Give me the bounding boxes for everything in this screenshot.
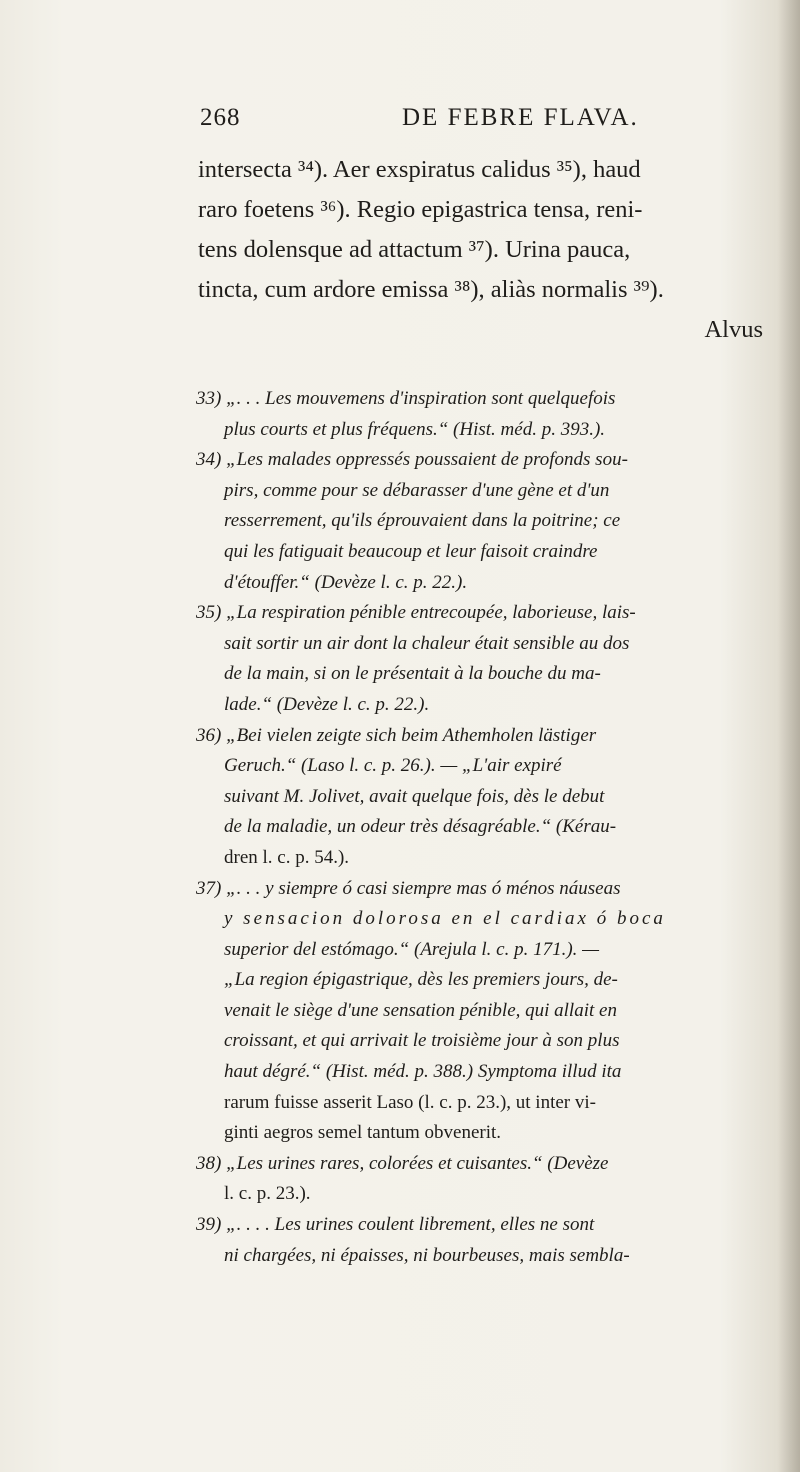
footnote-line: Geruch.“ (Laso l. c. p. 26.). — „L'air expiré bbox=[224, 755, 562, 777]
footnote-line: lade.“ (Devèze l. c. p. 22.). bbox=[224, 693, 430, 715]
footnote-33 bbox=[196, 384, 766, 445]
footnote-line: 34) „Les malades oppressés poussaient de profonds sou- bbox=[196, 449, 628, 471]
footnote-line: 35) „La respiration pénible entrecoupée, laborieuse, lais- bbox=[196, 602, 636, 624]
footnote-line: ginti aegros semel tantum obvenerit. bbox=[224, 1122, 502, 1144]
footnote-line: de la maladie, un odeur très désagréable.“ (Kérau- bbox=[224, 816, 617, 838]
main-text-line: raro foetens ³⁶). Regio epigastrica tensa, reni- bbox=[198, 196, 643, 223]
main-text-block bbox=[198, 150, 763, 350]
footnote-line: suivant M. Jolivet, avait quelque fois, dès le debut bbox=[224, 785, 605, 807]
footnote-35 bbox=[196, 598, 766, 720]
footnote-line: 38) „Les urines rares, colorées et cuisantes.“ (Devèze bbox=[196, 1152, 609, 1174]
footnote-34 bbox=[196, 445, 766, 598]
footnote-line: ni chargées, ni épaisses, ni bourbeuses, mais sembla- bbox=[224, 1244, 630, 1266]
running-title: DE FEBRE FLAVA. bbox=[402, 104, 639, 131]
footnote-line: croissant, et qui arrivait le troisième jour à son plus bbox=[224, 1030, 620, 1052]
footnote-line: rarum fuisse asserit Laso (l. c. p. 23.), ut inter vi- bbox=[224, 1091, 596, 1113]
footnote-36 bbox=[196, 721, 766, 874]
footnote-line: resserrement, qu'ils éprouvaient dans la poitrine; ce bbox=[224, 510, 621, 532]
footnote-line: dren l. c. p. 54.). bbox=[224, 846, 350, 868]
footnote-39 bbox=[196, 1210, 766, 1271]
footnote-line: qui les fatiguait beaucoup et leur faisoit craindre bbox=[224, 540, 598, 562]
footnote-38 bbox=[196, 1149, 766, 1210]
footnote-line: superior del estómago.“ (Arejula l. c. p. 171.). — bbox=[224, 938, 600, 960]
page-edge-shadow bbox=[778, 0, 800, 1472]
page-number: 268 bbox=[200, 104, 241, 131]
main-text-line: intersecta ³⁴). Aer exspiratus calidus ³⁵), haud bbox=[198, 156, 641, 183]
footnote-line: l. c. p. 23.). bbox=[224, 1183, 311, 1205]
footnote-line: „La region épigastrique, dès les premiers jours, de- bbox=[224, 969, 618, 991]
footnote-line: de la main, si on le présentait à la bouche du ma- bbox=[224, 663, 601, 685]
footnote-line: d'étouffer.“ (Devèze l. c. p. 22.). bbox=[224, 571, 468, 593]
footnote-line: venait le siège d'une sensation pénible, qui allait en bbox=[224, 999, 617, 1021]
footnote-line: y sensacion dolorosa en el cardiax ó boca bbox=[224, 908, 666, 930]
footnote-line: 37) „. . . y siempre ó casi siempre mas ó ménos náuseas bbox=[196, 877, 621, 899]
footnote-line: 36) „Bei vielen zeigte sich beim Athemholen lästiger bbox=[196, 724, 597, 746]
page-header bbox=[0, 100, 800, 140]
main-text-line: tens dolensque ad attactum ³⁷). Urina pauca, bbox=[198, 236, 631, 263]
main-text-line: tincta, cum ardore emissa ³⁸), aliàs normalis ³⁹). bbox=[198, 276, 664, 303]
main-text-catchword: Alvus bbox=[704, 316, 763, 343]
footnote-line: 33) „. . . Les mouvemens d'inspiration sont quelquefois bbox=[196, 388, 616, 409]
footnote-line: plus courts et plus fréquens.“ (Hist. méd. p. 393.). bbox=[224, 418, 606, 440]
footnote-line: sait sortir un air dont la chaleur était sensible au dos bbox=[224, 632, 630, 654]
footnote-line: 39) „. . . . Les urines coulent librement, elles ne sont bbox=[196, 1214, 595, 1236]
footnote-line: haut dégré.“ (Hist. méd. p. 388.) Symptoma illud ita bbox=[224, 1061, 622, 1083]
footnote-37 bbox=[196, 874, 766, 1149]
footnote-line: pirs, comme pour se débarasser d'une gène et d'un bbox=[224, 479, 610, 501]
footnotes bbox=[196, 384, 766, 1271]
